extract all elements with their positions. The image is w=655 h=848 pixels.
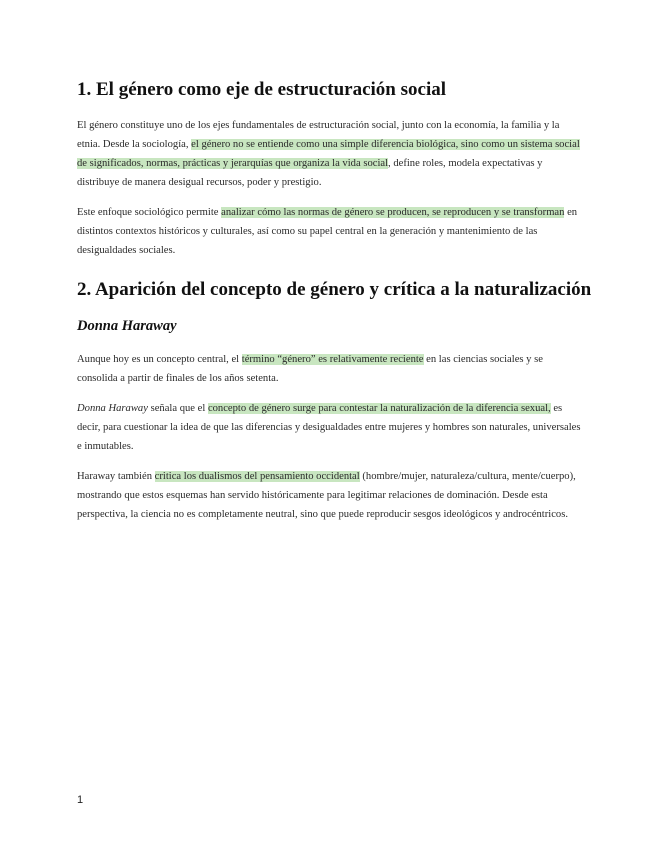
highlighted-text: critica los dualismos del pensamiento occidental [154, 471, 360, 482]
text-run: , define roles, modela expectativas y distribuye de manera desigual recursos, poder y prestigio. [77, 158, 543, 188]
text-run: Aunque hoy es un concepto central, el [77, 354, 242, 365]
highlighted-text: término “género” es relativamente reciente [241, 354, 424, 365]
highlighted-text: analizar cómo las normas de género se producen, se reproducen y se transforman [221, 207, 565, 218]
text-run: El género constituye uno de los ejes fundamentales de estructuración social, junto con la economía, la familia y la etnia. Desde la sociología, [77, 120, 560, 150]
paragraph-3 [77, 350, 582, 388]
highlighted-text: concepto de género surge para contestar la naturalización de la diferencia sexual, [207, 403, 551, 414]
paragraph-2 [77, 203, 582, 260]
paragraph-5 [77, 467, 582, 524]
paragraph-1 [77, 116, 582, 192]
highlighted-text: el género no se entiende como una simple diferencia biológica, sino como un sistema social de significados, normas, prácticas y jerarquías que organiza la vida social [77, 139, 580, 169]
paragraph-4 [77, 399, 582, 456]
text-run: Este enfoque sociológico permite [77, 207, 222, 218]
section-heading-2: 2. Aparición del concepto de género y crítica a la naturalización [77, 279, 592, 300]
page-number: 1 [77, 794, 84, 806]
text-run: señala que el [147, 403, 208, 414]
author-subheading: Donna Haraway [77, 318, 177, 334]
section-heading-1: 1. El género como eje de estructuración social [77, 79, 447, 100]
document-content [77, 78, 592, 524]
text-run: Haraway también [77, 471, 155, 482]
text-run: (hombre/mujer, naturaleza/cultura, mente/cuerpo), mostrando que estos esquemas han servido históricamente para legitimar relaciones de dominación. Desde esta perspectiva, la ciencia no es completamente neutral, sino que puede reproducir sesgos ideológicos y androcéntricos. [77, 471, 576, 520]
text-run: es decir, para cuestionar la idea de que las diferencias y desigualdades entre mujeres y hombres son naturales, universales e inmutables. [77, 403, 581, 452]
text-run: en distintos contextos históricos y culturales, así como su papel central en la generación y mantenimiento de las desigualdades sociales. [77, 207, 578, 256]
italic-author-name: Donna Haraway [77, 403, 148, 414]
text-run: en las ciencias sociales y se consolida a partir de finales de los años setenta. [77, 354, 543, 384]
